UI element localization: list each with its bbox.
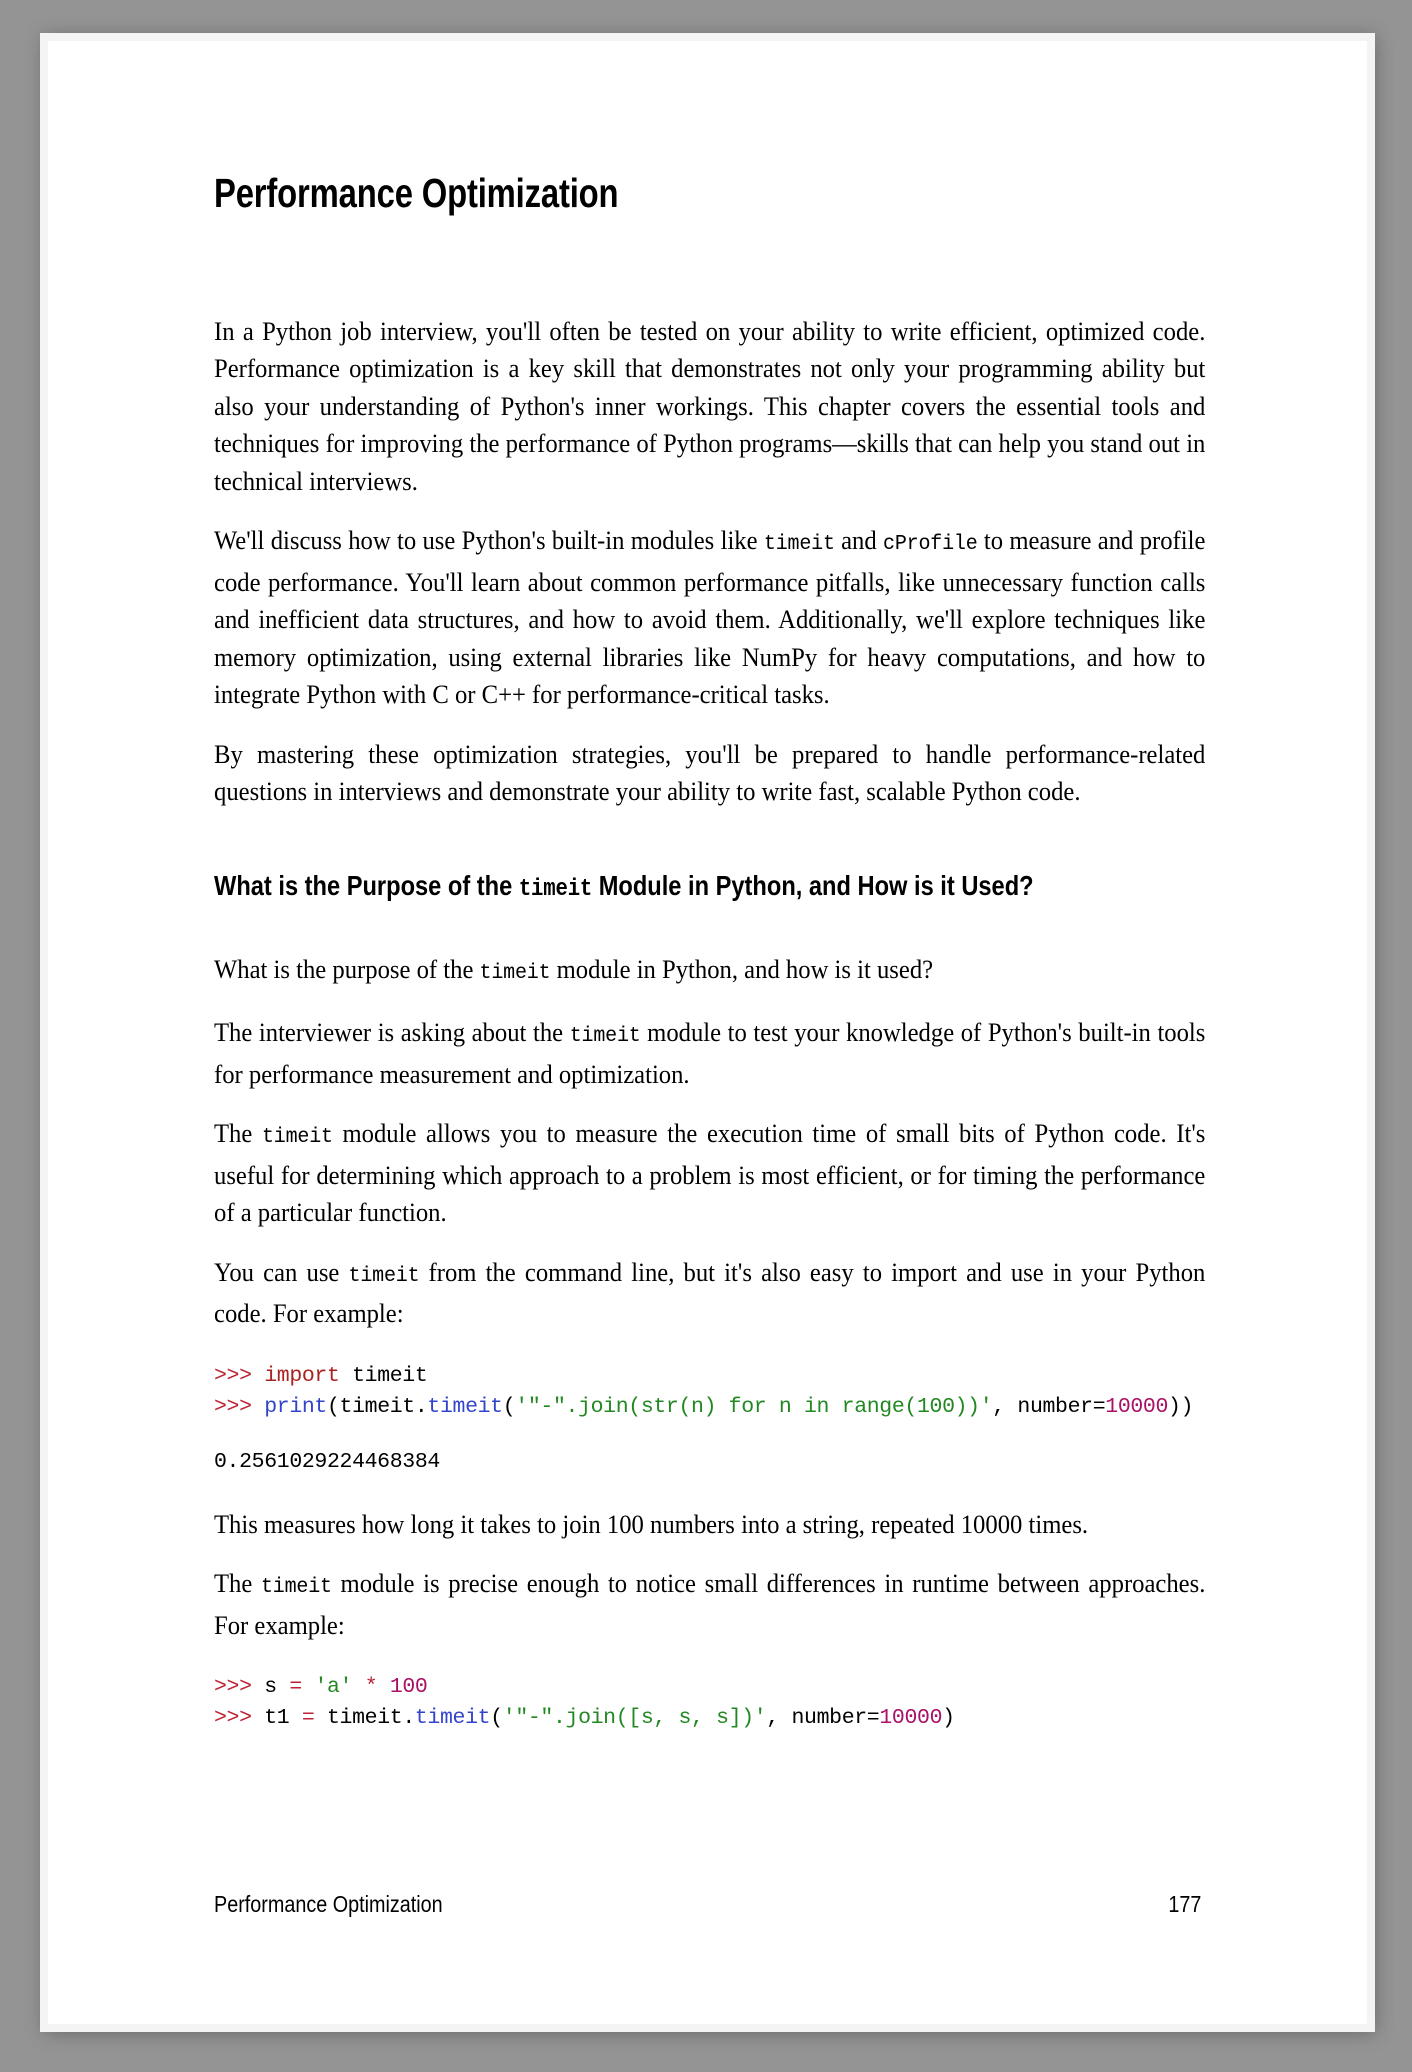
measures-text: This measures how long it takes to join 100 numbers into a string, repeated 10000 times. xyxy=(214,1508,1089,1539)
code-module-name: timeit xyxy=(339,1363,428,1388)
code-string-literal: '"-".join(str(n) for n in range(100))' xyxy=(515,1394,993,1419)
code-line-2 xyxy=(214,1392,1280,1423)
code-line-1 xyxy=(214,1361,1280,1392)
code-prompt: >>> xyxy=(214,1706,265,1731)
chapter-title: Performance Optimization xyxy=(214,170,619,216)
code-string-literal: '"-".join([s, s, s])' xyxy=(502,1706,767,1731)
section-heading-after: Module in Python, and How is it Used? xyxy=(592,869,1034,901)
document-page xyxy=(40,33,1375,2032)
code-prompt: >>> xyxy=(214,1394,265,1419)
modules-rest: to measure and profile code performance. You'll learn about common performance pitfalls, like unnecessary function calls and inefficient data structures, and how to avoid them. Additionally, we'll explore techniques like memory optimization, using external libraries like NumPy for heavy computations, and how to integrate Python with C or C++ for performance-critical tasks. xyxy=(214,525,1206,710)
inline-code-timeit-cmdline: timeit xyxy=(348,1263,420,1288)
precise-before: The xyxy=(214,1568,261,1599)
code-close-paren: ) xyxy=(942,1706,955,1731)
code-output-1: 0.2561029224468384 xyxy=(214,1449,440,1474)
inline-code-timeit-precise: timeit xyxy=(260,1575,332,1600)
footer-chapter-name: Performance Optimization xyxy=(214,1891,443,1917)
cmdline-after: from the command line, but it's also easy to import and use in your Python code. For example: xyxy=(214,1256,1206,1329)
code-paren: ( xyxy=(490,1706,503,1731)
code-number-literal: 10000 xyxy=(1105,1394,1169,1419)
code-close-parens: )) xyxy=(1168,1394,1194,1419)
interviewer-before: The interviewer is asking about the xyxy=(214,1017,570,1048)
paragraph-precise xyxy=(214,1565,1205,1644)
cmdline-before: You can use xyxy=(214,1256,349,1287)
paragraph-intro-2-text: By mastering these optimization strategies, you'll be prepared to handle performance-related questions in interviews and demonstrate your ability to write fast, scalable Python code. xyxy=(214,738,1206,807)
paragraph-measures xyxy=(214,1506,1205,1544)
code-string-literal: 'a' xyxy=(314,1675,353,1700)
code-prompt: >>> xyxy=(214,1675,265,1700)
code-builtin-print: print xyxy=(264,1394,327,1419)
code-operator-multiply: * xyxy=(364,1675,378,1700)
code-kwarg-number: , number= xyxy=(766,1706,880,1731)
code-line-2 xyxy=(214,1703,1280,1734)
modules-lead: We'll discuss how to use Python's built-in modules like xyxy=(214,525,764,556)
code-method-timeit: timeit xyxy=(414,1706,491,1731)
code-variable-t1: t1 xyxy=(264,1706,302,1731)
code-paren: ( xyxy=(502,1394,516,1419)
section-heading-inline-code: timeit xyxy=(518,875,593,903)
section-heading xyxy=(214,869,1131,905)
paragraph-interviewer xyxy=(214,1014,1205,1093)
inline-code-cprofile: cProfile xyxy=(883,532,978,557)
paragraph-intro-1-text: In a Python job interview, you'll often be tested on your ability to write efficient, optimized code. Performance optimization is a key skill that demonstrates not only your programming ability but also your understanding of Python's inner workings. This chapter covers the essential tools and techniques for improving the performance of Python programs—skills that can help you stand out in technical interviews. xyxy=(214,315,1206,496)
paragraph-modules xyxy=(214,522,1205,714)
page-footer xyxy=(214,1891,1201,1918)
precise-after: module is precise enough to notice small differences in runtime between approaches. For example: xyxy=(214,1568,1206,1640)
inline-code-timeit-question: timeit xyxy=(479,960,551,985)
question-after: module in Python, and how is it used? xyxy=(550,953,934,984)
page-inner xyxy=(48,41,1367,2024)
code-method-timeit: timeit xyxy=(427,1394,503,1419)
code-block-1 xyxy=(214,1361,1280,1423)
paragraph-intro-2 xyxy=(214,736,1205,811)
modules-mid: and xyxy=(834,525,884,556)
code-operator-assign: = xyxy=(289,1675,302,1700)
code-space xyxy=(377,1675,390,1699)
code-block-2 xyxy=(214,1672,1280,1734)
question-before: What is the purpose of the xyxy=(214,953,480,984)
code-kwarg-number: , number= xyxy=(992,1394,1106,1419)
paragraph-commandline xyxy=(214,1254,1205,1333)
paragraph-intro-1 xyxy=(214,313,1205,501)
code-open-paren: (timeit. xyxy=(326,1394,428,1419)
code-keyword-import: import xyxy=(264,1363,340,1388)
code-space xyxy=(302,1675,315,1699)
paragraph-allows xyxy=(214,1115,1205,1232)
code-prompt: >>> xyxy=(214,1363,265,1388)
inline-code-timeit: timeit xyxy=(763,532,835,557)
paragraph-question xyxy=(214,951,1205,993)
allows-after: module allows you to measure the execution time of small bits of Python code. It's useful for determining which approach to a problem is most efficient, or for timing the performance of a particular function. xyxy=(214,1118,1206,1228)
section-heading-before: What is the Purpose of the xyxy=(214,869,519,901)
code-operator-assign: = xyxy=(301,1706,315,1731)
code-line-1 xyxy=(214,1672,1280,1703)
code-space xyxy=(352,1675,365,1699)
footer-page-number: 177 xyxy=(1167,1891,1201,1917)
inline-code-timeit-interviewer: timeit xyxy=(569,1024,641,1049)
page-content xyxy=(214,171,1280,1758)
code-number-literal: 10000 xyxy=(879,1706,943,1731)
code-variable-s: s xyxy=(264,1675,290,1700)
code-module-ref: timeit. xyxy=(314,1706,415,1731)
code-number-literal: 100 xyxy=(389,1675,428,1700)
interviewer-after: module to test your knowledge of Python's built-in tools for performance measurement and optimization. xyxy=(214,1017,1206,1089)
allows-before: The xyxy=(214,1118,262,1149)
inline-code-timeit-allows: timeit xyxy=(261,1125,333,1150)
